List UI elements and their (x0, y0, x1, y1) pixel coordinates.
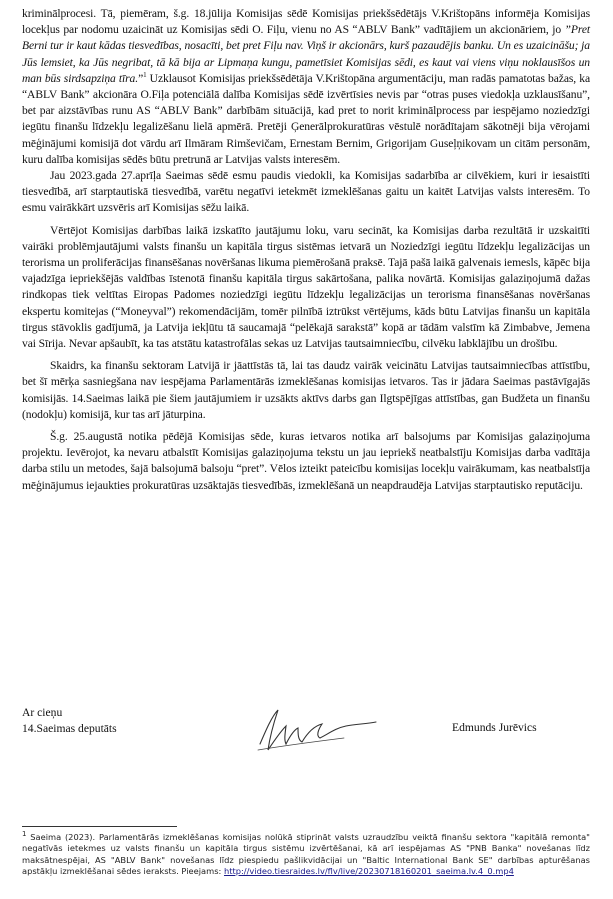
quoted-statement: ”Pret Berni tur ir kaut kādas tiesvedības, nosacīti, bet pret Fiļu nav. Viņš ir akcionārs, kurš pazaudējis banku. Un es uzaicināšu; ja Jūs lemsiet, ka Jūs negribat, tā kā bija ar Lipmaņa kungu, pametīsiet Komisijas sēdi, es kaut vai viens viņu noklausīšos un man būs sirdsapziņa tīra. (22, 23, 590, 85)
paragraph-1-start: kriminālprocesi. Tā, piemēram, š.g. 18.jūlija Komisijas sēdē Komisijas priekšsēdētājs V.Krištopāns informēja Komisijas locekļus par nodomu uzaicināt uz Komisijas sēdi O. Fiļu, vienu no AS “ABLV Bank” vadītājiem un akcionāriem, jo (22, 7, 590, 37)
handwritten-signature (252, 700, 382, 760)
footnote (22, 832, 590, 878)
footnote-reference[interactable]: 1 (143, 70, 147, 79)
signer-name: Edmunds Jurēvics (452, 721, 537, 734)
paragraph-2: Jau 2023.gada 27.aprīļa Saeimas sēdē esmu paudis viedokli, ka Komisijas sadarbība ar cilvēkiem, kuri ir iesaistīti tiesvedībā, arī starptautiskā tiesvedībā, varētu negatīvi ietekmēt izmeklēšanas gaitu un kaitēt Latvijas valsts interesēm. To esmu vairākkārt uzsvēris arī Komisijas sēžu laikā. (22, 169, 590, 215)
footnote-link[interactable]: http://video.tiesraides.lv/flv/live/20230718160201_saeima.lv.4_0.mp4 (223, 866, 514, 877)
footnote-divider (22, 826, 177, 827)
paragraph-3: Vērtējot Komisijas darbības laikā izskatīto jautājumu loku, varu secināt, ka Komisijas darba rezultātā ir uzskaitīti vairāki problēmjautājumi valsts finanšu un kapitāla tirgus sistēmas ietvarā un Noziedzīgi iegūtu līdzekļu legalizācijas un terorisma un proliferācijas finansēšanas novēršanas likuma piemērošanā praksē. Tajā pašā laikā galvenais iemesls, kāpēc bija vajadzīga iepriekšējās valdības īstenotā finanšu kapitāla tirgus sakārtošana, palika novārtā. Komisijas galaziņojumā dažas rindkopas tiek veltītas Eiropas Padomes noziedzīgi iegūtu līdzekļu legalizācijas un terorisma finansēšanas novēršanas ekspertu komitejas (“Moneyval”) rekomendācijām, tomēr pilnībā iztrūkst vērtējums, kāds būtu Latvijas finanšu un kapitāla tirgus stāvoklis gadījumā, ja Latvija iekļūtu tā saucamajā “pelēkajā sarakstā” kopā ar tādām valstīm kā Zimbabve, Jemena vai Sīrija. Nevar apšaubīt, ka tas atstātu katastrofālas sekas uz Latvijas tautsaimniecību, cilvēku labklājību un drošību. (22, 223, 590, 351)
paragraph-1-end: Uzklausot Komisijas priekšsēdētāja V.Krištopāna argumentāciju, man radās pamatotas bažas, ka “ABLV Bank” akcionāra O.Fiļa potenciālā dalība Komisijas sēdē izvērtīsies nevis par “otras puses viedokļa uzklausīšanu”, bet par aizstāvības runu AS “ABLV Bank” darbībām situācijā, kad pret to norit kriminālprocess par iespējamo noziedzīgi iegūtu finanšu līdzekļu legalizēšanu lielā apmērā. Pretēji Ģenerālprokuratūras vēstulē norādītajam sākotnēji bija vērojami mēģinājumi komisijā dot vārdu arī Ilmāram Rimševičam, Ernestam Bernim, Grigorijam Guseļņikovam un citām personām, kuru dalība komisijas sēdēs būtu pretrunā ar Latvijas valsts interesēm. (22, 71, 590, 166)
signer-position: 14.Saeimas deputāts (22, 722, 117, 735)
footnote-text: Saeima (2023). Parlamentārās izmeklēšanas komisijas nolūkā stiprināt valsts uzraudzību veiktā finanšu sektora "kapitālā remonta" negatīvās ietekmes uz valsts finanšu un kapitāla tirgus sistēmu izvērtēšanai, kā arī iespējamas AS "PNB Banka" novešanas līdz maksātnespējai, AS "ABLV Bank" novešanas līdz piespiedu pašlikvidācijai un "Baltic International Bank SE" darbības apturēšanas apstākļu izmeklēšanai sēdes ieraksts. Pieejams: (22, 832, 590, 877)
paragraph-1 (22, 6, 590, 168)
salutation: Ar cieņu (22, 706, 63, 719)
paragraph-4: Skaidrs, ka finanšu sektoram Latvijā ir jāattīstās tā, lai tas daudz vairāk veicinātu Latvijas tautsaimniecības attīstību, bet šī mērķa sasniegšana nav iespējama Parlamentārās izmeklēšanas komisijas ietvaros. Tas ir jādara Saeimas pastāvīgajās komisijās. 14.Saeimas laikā pie šiem jautājumiem ir uzsākts aktīvs darbs gan Ilgtspējīgas attīstības, gan Budžeta un finanšu (nodokļu) komisijā, kur tas arī jāturpina. (22, 359, 590, 421)
quote-close: ” (138, 71, 144, 85)
footnote-number: 1 (22, 830, 27, 839)
paragraph-5: Š.g. 25.augustā notika pēdējā Komisijas sēde, kuras ietvaros notika arī balsojums par Komisijas galaziņojuma projektu. Ievērojot, ka nevaru atbalstīt Komisijas galaziņojuma tekstu un jau iepriekš neatbalstīju Komisijas darba vadītāja darba stilu un metodes, šajā balsojumā balsoju “pret”. Vēlos izteikt pateicību komisijas locekļu vairākumam, kas neatbalstīja mēģinājumus iejaukties prokuratūras uzsāktajās tiesvedībās, izmeklēšanā un neapdraudēja Latvijas starptautisko reputāciju. (22, 430, 590, 492)
closing-block (22, 705, 117, 737)
letter-body (22, 6, 590, 494)
